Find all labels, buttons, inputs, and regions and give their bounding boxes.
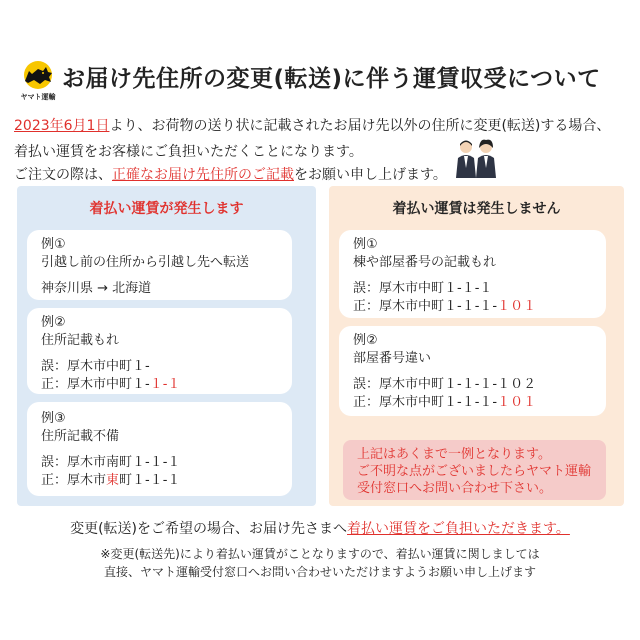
example-right-text: 正：厚木市中町１-１-１- — [353, 395, 498, 410]
charge-applies-title: 着払い運賃が発生します — [89, 201, 244, 217]
example-desc: 住所記載不備 — [41, 429, 120, 444]
example-label: 例① — [353, 237, 378, 252]
intro-line-3 — [14, 164, 447, 184]
example-desc: 住所記載もれ — [41, 333, 120, 348]
intro-line-3-post: をお願い申し上げます。 — [294, 167, 447, 183]
notice-line: 上記はあくまで一例となります。 — [357, 447, 551, 462]
staff-bowing-icon — [454, 138, 498, 178]
no-charge-panel — [329, 186, 624, 506]
example-right-text: 正：厚木市中町１-１-１- — [353, 299, 498, 314]
example-desc: 棟や部屋番号の記載もれ — [353, 255, 497, 270]
yamato-logo — [12, 60, 64, 112]
black-cat-icon — [16, 60, 60, 90]
example-wrong: 誤：厚木市南町１-１-１ — [41, 455, 181, 470]
example-label: 例② — [353, 333, 378, 348]
example-wrong: 誤：厚木市中町１-１-１-１０２ — [353, 377, 537, 392]
example-right — [41, 376, 278, 394]
example-right-fix: 東 — [106, 473, 120, 488]
example-right — [353, 394, 592, 412]
example-right-text: 正：厚木市中町１- — [41, 377, 150, 392]
right-example-1 — [339, 230, 606, 318]
intro-line-1-text: より、お荷物の送り状に記載されたお届け先以外の住所に変更(転送)する場合、 — [109, 118, 611, 134]
page-title: お届け先住所の変更(転送)に伴う運賃収受について — [62, 66, 601, 92]
example-detail: 神奈川県 → 北海道 — [41, 281, 152, 296]
example-label: 例② — [41, 315, 66, 330]
example-right-fix: １０１ — [497, 395, 537, 410]
charge-applies-panel — [17, 186, 316, 506]
notice-line: 受付窓口へお問い合わせ下さい。 — [357, 481, 553, 496]
example-right — [41, 472, 278, 490]
left-example-1 — [27, 230, 292, 300]
example-desc: 部屋番号違い — [353, 351, 432, 366]
footer-note-1: ※変更(転送先)により着払い運賃がことなりますので、着払い運賃に関しましては — [100, 547, 540, 561]
example-wrong: 誤：厚木市中町１- — [41, 359, 150, 374]
no-charge-title: 着払い運賃は発生しません — [392, 201, 561, 217]
intro-line-1 — [14, 115, 610, 135]
footer-note-2: 直接、ヤマト運輸受付窓口へお問い合わせいただけますようお願い申し上げます — [103, 565, 536, 579]
intro-line-3-pre: ご注文の際は、 — [14, 167, 112, 183]
example-desc: 引越し前の住所から引越し先へ転送 — [41, 255, 250, 270]
example-right-fix: １０１ — [497, 299, 537, 314]
intro-line-3-emphasis: 正確なお届け先住所のご記載 — [112, 167, 294, 183]
example-right-text: 正：厚木市 — [41, 473, 107, 488]
left-example-2 — [27, 308, 292, 394]
brand-label: ヤマト運輸 — [20, 93, 56, 101]
example-right — [353, 298, 592, 316]
footer-main — [0, 518, 640, 538]
example-label: 例③ — [41, 411, 66, 426]
example-right-fix: １-１ — [149, 377, 181, 392]
footer-main-emphasis: 着払い運賃をご負担いただきます。 — [347, 521, 570, 537]
left-example-3 — [27, 402, 292, 496]
notice-line: ご不明な点がございましたらヤマト運輸 — [357, 464, 592, 479]
right-example-2 — [339, 326, 606, 416]
footer-main-text: 変更(転送)をご希望の場合、お届け先さまへ — [70, 521, 348, 537]
example-label: 例① — [41, 237, 66, 252]
effective-date: 2023年6月1日 — [14, 118, 110, 134]
intro-line-2: 着払い運賃をお客様にご負担いただくことになります。 — [14, 144, 363, 160]
notice-box — [343, 440, 606, 500]
example-right-rest: 町１-１-１ — [119, 473, 181, 488]
example-wrong: 誤：厚木市中町１-１-１ — [353, 281, 493, 296]
